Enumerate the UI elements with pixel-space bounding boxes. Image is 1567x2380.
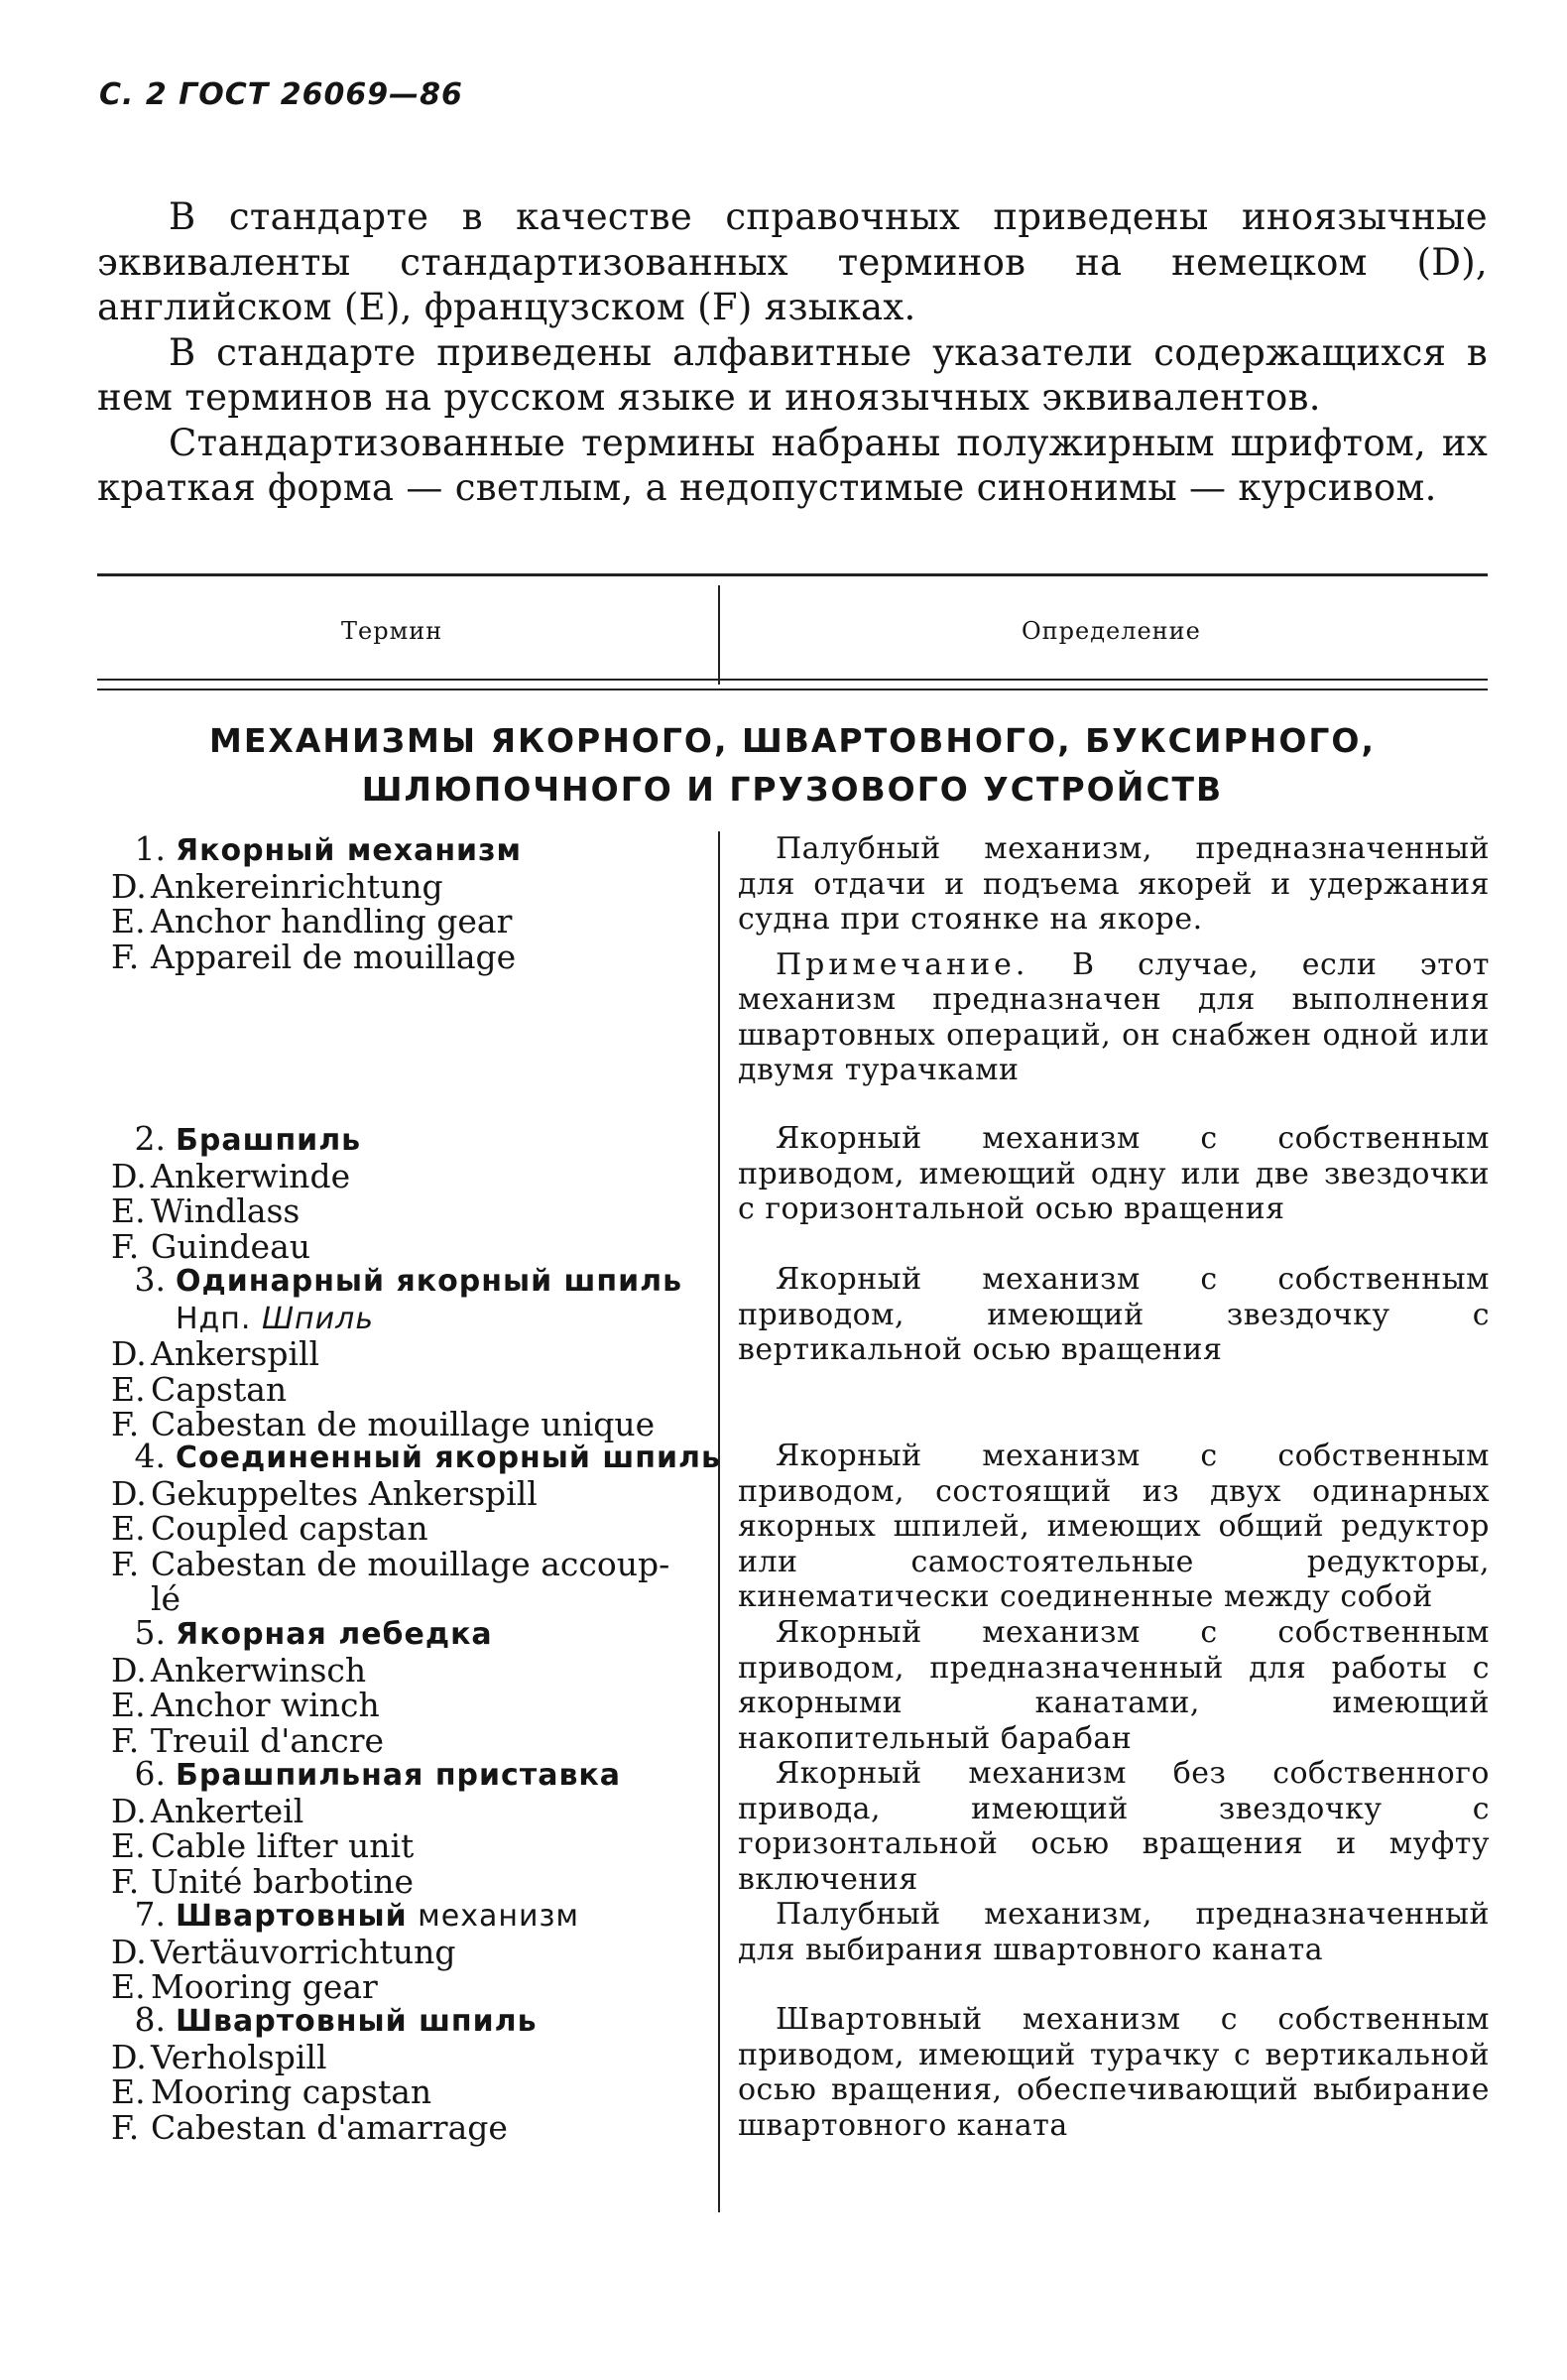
term-ru: Швартовный <box>176 1899 408 1934</box>
column-divider <box>718 585 720 685</box>
table-head-rule <box>97 689 1488 690</box>
column-divider <box>718 831 720 2212</box>
term-ru: Брашпильная приставка <box>176 1758 622 1793</box>
section-title: МЕХАНИЗМЫ ЯКОРНОГО, ШВАРТОВНОГО, БУКСИРНОГО, ШЛЮПОЧНОГО И ГРУЗОВОГО УСТРОЙСТВ <box>209 721 1376 809</box>
term-entry-8: 8. Швартовный шпиль D. Verholspill E. Mooring capstan F. Cabestan d'amarrage <box>111 2000 538 2147</box>
term-en: Anchor winch <box>151 1686 380 1724</box>
column-header-definition: Определение <box>1022 617 1201 645</box>
table-top-rule <box>97 573 1488 576</box>
term-en: Anchor handling gear <box>151 902 513 940</box>
term-ru: Швартовный шпиль <box>176 2004 538 2039</box>
table-head-rule <box>97 679 1488 681</box>
term-de: Ankerwinsch <box>151 1650 367 1690</box>
definition-2: Якорный механизм с собственным приводом, имеющий одну или две звездочки с горизонтальной осью вращения <box>738 1121 1490 1226</box>
note-label: Примечание. <box>776 946 1029 982</box>
definition-7: Палубный механизм, предназначенный для выбирания швартовного каната <box>738 1897 1490 1967</box>
term-ru: Брашпиль <box>176 1123 362 1158</box>
page-header: С. 2 ГОСТ 26069—86 <box>99 77 463 112</box>
term-de: Ankerwinde <box>151 1156 351 1195</box>
ndp-label: Ндп. <box>176 1301 252 1336</box>
term-ru: Якорная лебедка <box>176 1617 493 1652</box>
term-fr: Appareil de mouillage <box>151 937 517 976</box>
term-entry-3: 3. Одинарный якорный шпиль Ндп. Шпиль D. Ankerspill E. Capstan F. Cabestan de mouillage unique <box>111 1260 683 1443</box>
term-fr: Cabestan de mouillage unique <box>151 1405 656 1443</box>
definition-6: Якорный механизм без собственного привода, имеющий звездочку с горизонтальной осью вращения и муфту включения <box>738 1756 1490 1897</box>
definition-4: Якорный механизм с собственным приводом, состоящий из двух одинарных якорных шпилей, имеющих общий редуктор или самостоятельные редукторы, кинематически соединенные между собой <box>738 1439 1490 1614</box>
term-de: Ankerteil <box>151 1791 304 1830</box>
definition-3: Якорный механизм с собственным приводом, имеющий звездочку с вертикальной осью вращения <box>738 1262 1490 1367</box>
rejected-synonym: Шпиль <box>261 1301 374 1336</box>
term-en: Cable lifter unit <box>151 1826 415 1865</box>
term-fr: Treuil d'ancre <box>151 1720 385 1760</box>
term-entry-5: 5. Якорная лебедка D. Ankerwinsch E. Anchor winch F. Treuil d'ancre <box>111 1613 493 1760</box>
term-de: Ankerspill <box>151 1334 320 1373</box>
term-entry-1: 1. Якорный механизм D. Ankereinrichtung E. Anchor handling gear F. Appareil de mouillage <box>111 829 523 976</box>
term-en: Mooring gear <box>151 1967 378 2006</box>
term-ru: Одинарный якорный шпиль <box>176 1264 683 1299</box>
definition-8: Швартовный механизм с собственным приводом, имеющий турачку с вертикальной осью вращения, обеспечивающий выбирание швартовного каната <box>738 2002 1490 2143</box>
intro-paragraph: В стандарте в качестве справочных приведены иноязычные эквиваленты стандартизованных терминов на немецком (D), английском (E), французском (F) языках. <box>97 195 1488 328</box>
term-de: Gekuppeltes Ankerspill <box>151 1473 538 1513</box>
definition-5: Якорный механизм с собственным приводом, предназначенный для работы с якорными канатами, имеющий накопительный барабан <box>738 1615 1490 1756</box>
term-fr-cont: lé <box>151 1579 181 1618</box>
term-entry-6: 6. Брашпильная приставка D. Ankerteil E. Cable lifter unit F. Unité barbotine <box>111 1754 622 1901</box>
definition-1: Палубный механизм, предназначенный для отдачи и подъема якорей и удержания судна при стоянке на якоре. Примечание. В случае, если этот механизм предназначен для выполнения швартовных операций, он снабжен одной или двумя турачками <box>738 831 1490 1087</box>
term-fr: Cabestan de mouillage accoup- <box>151 1544 670 1583</box>
term-ru: Соединенный якорный шпиль <box>176 1441 721 1475</box>
column-header-term: Термин <box>341 617 443 645</box>
note-text: В случае, если этот механизм предназначен для выполнения швартовных операций, он снабжен одной или двумя турачками <box>738 946 1490 1087</box>
intro-paragraph: Стандартизованные термины набраны полужирным шрифтом, их краткая форма — светлым, а недопустимые синонимы — курсивом. <box>97 421 1488 509</box>
term-ru-short: механизм <box>418 1899 580 1934</box>
term-en: Coupled capstan <box>151 1509 428 1548</box>
term-en: Capstan <box>151 1369 288 1409</box>
term-entry-7: 7. Швартовный механизм D. Vertäuvorrichtung E. Mooring gear <box>111 1895 580 2006</box>
term-fr: Unité barbotine <box>151 1861 415 1901</box>
term-en: Mooring capstan <box>151 2072 432 2111</box>
intro-text <box>97 194 1488 511</box>
term-fr: Guindeau <box>151 1226 311 1266</box>
term-de: Verholspill <box>151 2037 327 2076</box>
term-fr: Cabestan d'amarrage <box>151 2107 508 2147</box>
term-entry-4: 4. Соединенный якорный шпиль D. Gekuppeltes Ankerspill E. Coupled capstan F. Cabestan de mouillage accoup- lé <box>111 1437 721 1618</box>
term-entry-2: 2. Брашпиль D. Ankerwinde E. Windlass F. Guindeau <box>111 1119 362 1266</box>
term-de: Ankereinrichtung <box>151 866 443 906</box>
intro-paragraph: В стандарте приведены алфавитные указатели содержащихся в нем терминов на русском языке и иноязычных эквивалентов. <box>97 330 1488 419</box>
term-de: Vertäuvorrichtung <box>151 1932 456 1971</box>
term-en: Windlass <box>151 1191 301 1230</box>
term-ru: Якорный механизм <box>176 833 523 868</box>
